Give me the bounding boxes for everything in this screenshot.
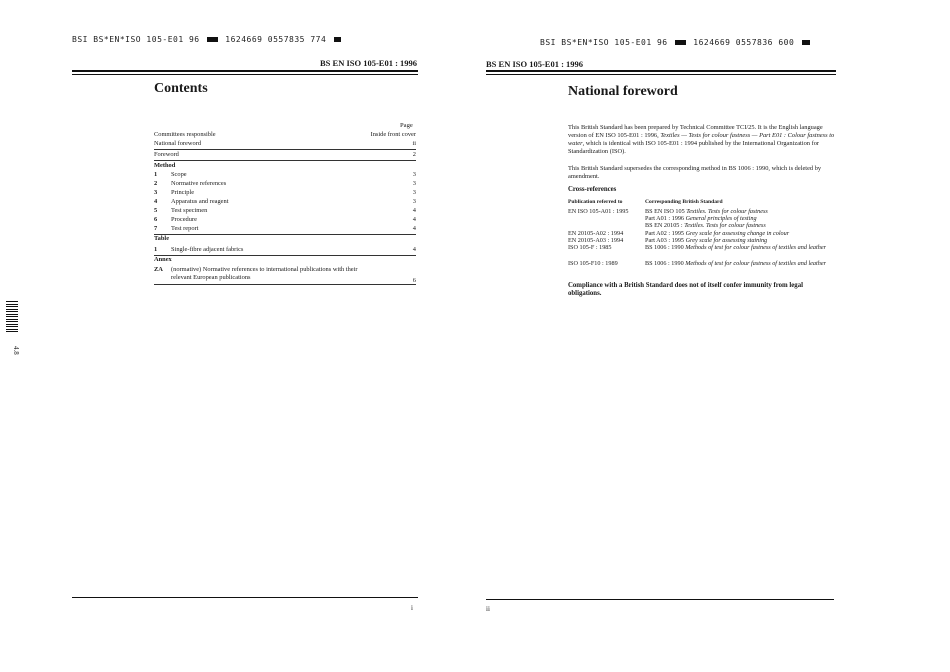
toc-row: relevant European publications 6 xyxy=(171,274,416,284)
toc-row: 3 Principle 3 xyxy=(154,189,416,196)
toc-divider xyxy=(154,160,416,161)
toc-row: National foreword ii xyxy=(154,140,416,147)
right-header-rule-thin xyxy=(486,74,836,75)
left-footer-page: i xyxy=(411,604,413,612)
right-header-ref: BS EN ISO 105-E01 : 1996 xyxy=(486,59,584,69)
toc-row: 2 Normative references 3 xyxy=(154,180,416,187)
toc-row: 7 Test report 4 xyxy=(154,225,416,232)
national-foreword-title: National foreword xyxy=(568,84,678,99)
margin-barcode xyxy=(6,300,18,332)
foreword-paragraph-1: This British Standard has been prepared by Technical Committee TCI/25. It is the English language version of EN ISO 105-E01 : 1996, Textiles — Tests for colour fastness — Part E01 : Colour fastness to water, which is identical with ISO 105-E01 : 1994 published by the International Organization for Standardization (ISO). xyxy=(568,124,835,155)
margin-mark: 4.8 xyxy=(12,346,20,355)
right-footer-rule xyxy=(486,599,834,600)
right-header-rule xyxy=(486,70,836,72)
cross-references-heading: Cross-references xyxy=(568,186,617,193)
toc-section-heading: Annex xyxy=(154,256,172,263)
left-footer-rule xyxy=(72,597,418,598)
codeline-block-mark xyxy=(802,40,810,45)
toc-row: 4 Apparatus and reagent 3 xyxy=(154,198,416,205)
xref-header-row: Publication referred to Corresponding British Standard xyxy=(568,199,723,205)
toc-row: 5 Test specimen 4 xyxy=(154,207,416,214)
toc-section-heading: Table xyxy=(154,235,170,242)
left-header-ref: BS EN ISO 105-E01 : 1996 xyxy=(320,58,418,68)
toc-row: 6 Procedure 4 xyxy=(154,216,416,223)
toc-section-heading: Method xyxy=(154,162,176,169)
codeline-block-mark xyxy=(334,37,341,42)
toc-row: Committees responsible Inside front cover xyxy=(154,131,416,138)
toc-divider xyxy=(154,284,416,285)
toc-row: 1 Single-fibre adjacent fabrics 4 xyxy=(154,246,416,253)
toc-row: 1 Scope 3 xyxy=(154,171,416,178)
contents-title: Contents xyxy=(154,81,208,96)
compliance-statement: Compliance with a British Standard does not of itself confer immunity from legal obligations. xyxy=(568,282,803,297)
left-header-rule-thin xyxy=(72,74,418,75)
left-header-rule xyxy=(72,70,418,72)
foreword-paragraph-2: This British Standard supersedes the corresponding method in BS 1006 : 1990, which is deleted by amendment. xyxy=(568,165,822,180)
page-column-label: Page xyxy=(400,122,413,129)
codeline-block-mark xyxy=(207,37,218,42)
right-codeline: BSI BS*EN*ISO 105-E01 96 1624669 0557836 600 xyxy=(540,38,810,47)
toc-divider xyxy=(154,149,416,150)
left-codeline: BSI BS*EN*ISO 105-E01 96 1624669 0557835 774 xyxy=(72,35,341,44)
codeline-block-mark xyxy=(675,40,686,45)
right-footer-page: ii xyxy=(486,605,490,613)
toc-row: Foreword 2 xyxy=(154,151,416,158)
toc-row: ZA (normative) Normative references to international publications with their xyxy=(154,266,358,273)
